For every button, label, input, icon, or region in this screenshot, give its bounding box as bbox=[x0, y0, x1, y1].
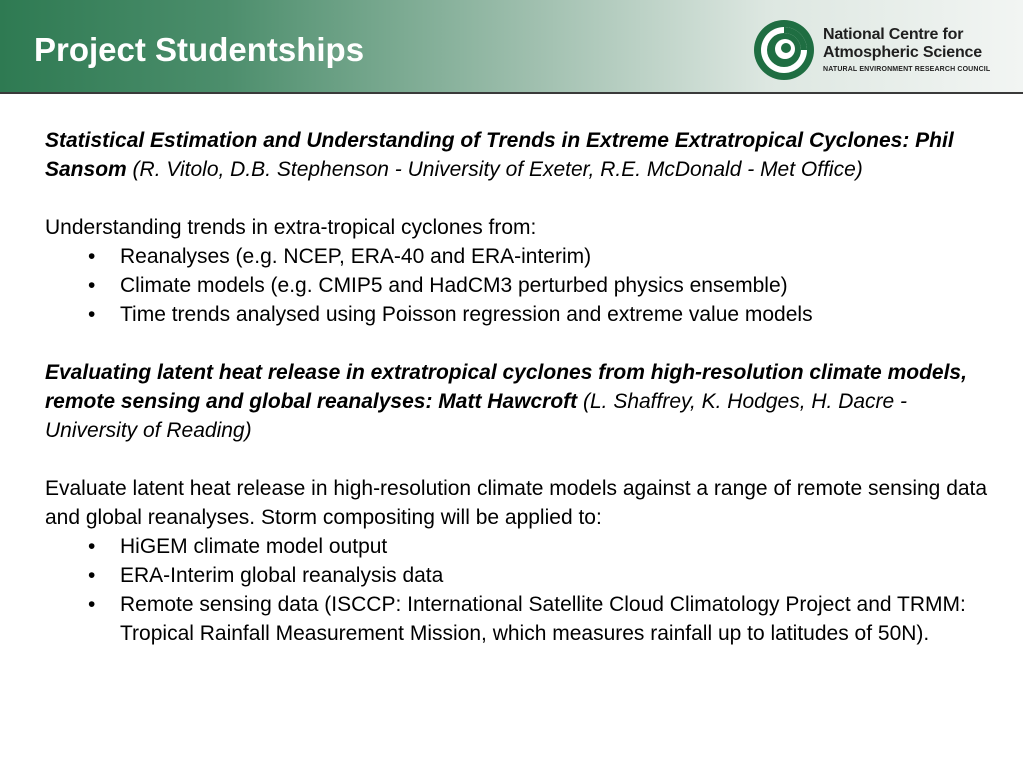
project2-heading bbox=[45, 358, 995, 445]
list-item bbox=[45, 300, 995, 329]
slide-header bbox=[0, 0, 1023, 94]
list-item-text: Time trends analysed using Poisson regression and extreme value models bbox=[120, 303, 813, 326]
spacer bbox=[45, 445, 995, 474]
logo-name-line2: Atmospheric Science bbox=[823, 44, 982, 61]
bullet-icon: • bbox=[88, 245, 96, 268]
ncas-logo bbox=[752, 18, 1014, 82]
logo-name-line1: National Centre for bbox=[823, 26, 964, 43]
spacer bbox=[45, 329, 995, 358]
project1-bullet-list bbox=[45, 242, 995, 329]
bullet-icon: • bbox=[88, 564, 96, 587]
project2-intro: Evaluate latent heat release in high-resolution climate models against a range of remote sensing data and global reanalyses. Storm compositing will be applied to: bbox=[45, 477, 988, 529]
ncas-swirl-icon bbox=[752, 18, 816, 82]
list-item-text: Reanalyses (e.g. NCEP, ERA-40 and ERA-interim) bbox=[120, 245, 592, 268]
list-item bbox=[45, 271, 995, 300]
project1-supervisors: (R. Vitolo, D.B. Stephenson - University of Exeter, R.E. McDonald - Met Office) bbox=[126, 158, 863, 181]
list-item bbox=[45, 532, 995, 561]
bullet-icon: • bbox=[88, 274, 96, 297]
slide-body bbox=[45, 126, 995, 648]
project2-bullet-list bbox=[45, 532, 995, 648]
slide-title: Project Studentships bbox=[34, 31, 365, 68]
project1-heading bbox=[45, 126, 995, 184]
list-item bbox=[45, 590, 995, 648]
bullet-icon: • bbox=[88, 535, 96, 558]
project2-supervisors: (L. Shaffrey, K. Hodges, H. Dacre - University of Reading) bbox=[45, 390, 908, 442]
list-item bbox=[45, 561, 995, 590]
ncas-wordmark bbox=[823, 26, 1018, 75]
bullet-icon: • bbox=[88, 303, 96, 326]
project2-title: Evaluating latent heat release in extratropical cyclones from high-resolution climate models, remote sensing and global reanalyses: Matt Hawcroft bbox=[45, 361, 967, 413]
bullet-icon: • bbox=[88, 593, 96, 616]
logo-tagline: NATURAL ENVIRONMENT RESEARCH COUNCIL bbox=[823, 66, 991, 73]
list-item-text: Remote sensing data (ISCCP: International Satellite Cloud Climatology Project and TRMM: Tropical Rainfall Measurement Mission, which measures rainfall up to latitudes of 50N). bbox=[120, 593, 966, 645]
spacer bbox=[45, 184, 995, 213]
list-item-text: Climate models (e.g. CMIP5 and HadCM3 perturbed physics ensemble) bbox=[120, 274, 788, 297]
project1-intro: Understanding trends in extra-tropical cyclones from: bbox=[45, 216, 537, 239]
list-item bbox=[45, 242, 995, 271]
project1-title: Statistical Estimation and Understanding of Trends in Extreme Extratropical Cyclones: Phil Sansom bbox=[45, 129, 954, 181]
list-item-text: HiGEM climate model output bbox=[120, 535, 388, 558]
list-item-text: ERA-Interim global reanalysis data bbox=[120, 564, 444, 587]
